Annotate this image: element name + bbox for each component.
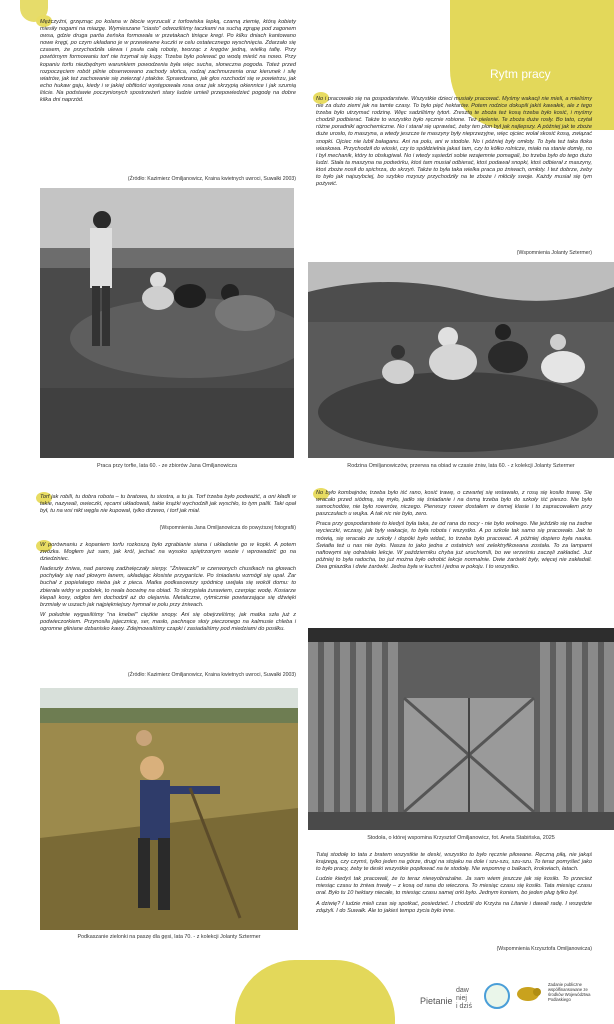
harvest-paragraph: W porównaniu z kopaniem torfu rozkoszą było zgrabianie siana i układanie go w kopki. A potem zwózka. Mogłem już sam, jak król, jechać na wysoko spiętrzonym wozie i wprowadzić go na dziedziniec.: [40, 542, 296, 563]
bottom-left-decor: [0, 990, 60, 1024]
barn-memory-paragraph: Ludzie kiedyś tak pracowali, że to teraz niewyobrażalne. Ja sam wiem jeszcze jak się kosiło. To przecież miesiąc czasu to żniwa trwały – z kosą od rana do wieczora. To miesiąc czasu się kosiło. Tata miesiąc czasu orał. Było tu 10 hektary niecałe, to miesiąc czasu samej orki było. Jednym koniem, bo jeden pług tylko był.: [316, 876, 592, 897]
barn-memory-paragraph: A dziwię? I ludzie mieli czas się spotkać, posiedzieć. I chodzili do Krzyża na Litanie i dawali radę. I wszędzie zdążyli. I do Suwałk. Ale to jakieś tempo życia było inne.: [316, 900, 592, 914]
section-title: Rytm pracy: [490, 67, 551, 81]
photo-peat-caption: Praca przy torfie, lata 60. - ze zbiorów Jana Omiljanowicza: [97, 463, 237, 469]
partner-logo-circle: [484, 983, 510, 1009]
photo-lunch-break: [308, 262, 614, 458]
photo-barn: [308, 628, 614, 830]
farm-work-text: No i pracowało się na gospodarstwie. Wszystkie dzieci musiały pracować. Myśmy wakacji nie mieli, a mieliśmy nie za dużo ziemi jak na tamte czasy. To było pięć hektarów. Potem rodzice dokupili jakiś kawałek, ale z tego trzeba było utrzymać rodzinę. Więc sadziliśmy tytoń. Zresztą te zboża też kosą trzeba było kosić, i myśmy chodzili podbierać. Także to wszystko było ręcznie robione. Też pielenie. Te zboża duże rosły. Bo tato, czytał różne poradniki agrochemiczne. No i starał się uprawiać, żeby ten plon był jak najlepszy. A później jak te zboże duże urosło, to maszyna, a wtedy jeszcze te maszyny były nieprzezyjne, więc ojciec wolał skosić kosą, związać snopki. Ojciec nie lubił bałaganu. Ani na polu, ani w stodole. No i później były omłoty. To była też taka tłoka wiaskowa. Przychodził do wioski, czy to spółdzielnia jakaś tam, czy to kółko rolnicze, miało na stanie domłę, no i był mechanik, który to obsługiwał. No i wtedy sąsiedzi sobie wzajemnie pomagali, bo trzeba było do tego dużo ludzi. Stała ta maszyna na podwórku, ktoś tam musiał odbierać, ktoś podawał snopki, ktoś odbierał z maszyny, ktoś zboże nosił do spichrza, do skrzyń. Także to była taka wielka praca po żniwach, omłoty. I też dobrze, żeby to było jak najszybciej, bo szybko mzyszy przychodziły na te zboże i młóciły swoje. Każdy musiał się tym pożywić.: [316, 96, 592, 188]
photo-lunch-caption: Rodzina Omiljanowiczów, przerwa na obiad w czasie żniw, lata 60. - z kolekcji Jolanty Sztermer: [347, 463, 575, 469]
project-logo-text: daw: [456, 987, 469, 994]
project-logo-text: Pietanie: [420, 996, 453, 1006]
harvest-source: (Źródło: Kazimierz Omiljanowicz, Kraina kwietnych uwroci, Suwałki 2003): [127, 672, 296, 678]
harvest-paragraph: W południe wygasiliśmy "na knebel" ciężkie snopy. Ani się obejrzeliśmy, jak matka szła już z podwieczorkiem. Przynosiła jajecznicę, ser, masło, pachnące słoiy pieczonego na kalmusie chleba i ogromne gliniane dzbanisko kawy. Zdejmowaliśmy czapki i zasiadaliśmy pod miedziami do posiłku.: [40, 611, 296, 633]
project-logo-text: i dziś: [456, 1003, 472, 1010]
photo-mowing: [40, 688, 298, 930]
peat-source: (Źródło: Kazimierz Omiljanowicz, Kraina kwietnych uwroci, Suwałki 2003): [127, 176, 296, 182]
peat-memory-text: Torf jak robili, tu dobra robota – tu bratowa, tu siostra, a tu ja. Torf trzeba było podważić, a oni kładli w takie, nazywali, owieczki, ręcami układowali, takie krążki wychodziłi jak wyschło, to tym palili. Taki opał był, tu na wsi nikt węgla nie kupował, tylko drzewo, i torf jak miał.: [40, 494, 296, 515]
barn-memory-paragraph: Tutaj stodołę to tata z bratem wszystkie te deski, wszystko to było ręcznie piłowane. Ręczną piłą, nie jakąś krajzegą, czy czymś, tylko jeden na górze, drugi na stojaku na dole i szu-szu, szu-szu. To teraz pomyśleć jako to było pracy, żeby te deski wszystkie popiłować na te stodołę. Nie wspomnę o balkach, krokwiach, łatach.: [316, 852, 592, 873]
school-work-text: [316, 490, 592, 574]
harvest-paragraph: Nadeszły żniwa, nad parową zadźwięczały sierpy. "Żniwaczki" w czerwonych chustkach na głowach pochyłały się nad płowym łanem, układając kłosiste przygarście. Po śniadaniu wzmógł się upał. Żar buchał z popielatego nieba jak z pieca. Matka podkasowszy spódnicę uwijała się wokół domu: to zbierała widry w podołek, to rwała bocwinę na obiad. To skrzypiała żurawiem, czerpiąc wodę. Kosiarze klepali kosy, odgłos ten dochodził aż do olejarnia. Metaliczne, rytmicznie powtarzające się dźwięki brzmiały w uszach jak najpiękniejszy hymnał w polu przy żniwach.: [40, 566, 296, 608]
photo-peat-work: [40, 188, 294, 458]
photo-mowing-caption: Podkaszanie zielonki na paszę dla gęsi, lata 70. - z kolekcji Jolanty Sztermer: [77, 934, 261, 940]
school-work-paragraph: No było kombajnów, trzeba było iść rano, kosić trawę, o czwartej się wstawało, z rosą się kosiło trawę. Się wracało przed siódmą, się myło, jadło się śniadanie i na ósmą trzeba było do szkoły iść pieszo. Nie było samochodów, nie było rowerów, niczego. Pierwszy rower dostałem w ósmej klasie i to zapracowałem przy paszczułach u wujka. A tak nic nie było, zero.: [316, 490, 592, 518]
bison-logo: [516, 984, 542, 1002]
project-logo: [420, 986, 490, 1014]
barn-memory-source: (Wspomnienia Krzysztofa Omiljanowicza): [496, 946, 592, 952]
farm-work-source: (Wspomnienia Jolanty Sztermer): [516, 250, 592, 256]
peat-text: Mężczyźni, grzęznąc po kolana w błocie wyrzucali z torfowiska lepką, czarną ziemię, którą kobiety miesiły nogami na miazgę. Wymieszane "ciasto" odwoziliśmy taczkami na suchą zgrąpę pod zagonem owsa, gdzie druga partia żeńska formowała w przetakach tiniące kregi. Po kilku dniach kantowano nowe kręgi, po czym układano je w przewiewne kuczki w celu ostatecznego wyschnięcia. Zdarzało się czasem, że przychodziła ulewa i psuła całą robotę, tworząc z kręgów jedną, wielką tafię. Przy powtórnym formowaniu torf nie trzymał się kupy. Trzeba było polewać go wodą mieść na nowo. Przy kopaniu torfu niezbędnym warunkiem powodzenia była więc sucha, słoneczna pogoda. Toteż przed rozpoczęciem robót pilnie obserwowano zachody słońca, rodzaj zachmurzenia oraz kierunek i siłę wiatrów, jak też zachowanie się zwierząt i ptaków. Sprawdzano, jak głos rozchodzi się w powietrzu, jak echo hukaw gaju, kiedy i w jakiej obfitości występowała rosa oraz jak skrzypią okiennice i jak szumią liście. Na podstawie poczynionych spostrzeżeń stary ludzie umieli przepowiedzieć pogodę na dobre kilka dni naprzód.: [40, 19, 296, 104]
photo-barn-caption: Stodoła, o której wspomina Krzysztof Omiljanowicz, fot. Aneta Stabińska, 2025: [367, 835, 555, 841]
peat-memory-source: (Wspomnienia Jana Omiljanowicza do powyższej fotografii): [159, 525, 296, 531]
bottom-decor: [235, 960, 395, 1024]
barn-memory-text: [316, 852, 592, 918]
partner-text: Zadanie publiczne współfinansowane ze środków Województwa Podlaskiego: [548, 982, 591, 1002]
harvest-text: [40, 542, 296, 636]
school-work-paragraph: Praca przy gospodarstwie to kiedyś była taka, że od rana do nocy - nie było wolnego. Nie jeździło się na żadne wycieczki, wczasy, jak były wakacje, to była robota i wszystko. A po szkole tak samo się pracowało. Jak to mówią, się wracało ze szkoły i dopóki było widać, to trzeba było pracować. A później dopiero była nauka. Światła też u nas nie było. Nasza to jako jedna z ostatnich wsi zelektryfikowana została. To za lampami naftowymi się odrabiało lekcje. W październiku chyba już uruchomili, bo we wrześniu zaczęli zakładać. Już później to była radocha, bo już można było odrobić lekcje normalnie. Dwie żarówki były, więcej nie zakładali. Dwa gniazdka i dwie żarówki. Jedna była w kuchni i jedna w pokoju. I to wszystko.: [316, 521, 592, 570]
project-logo-text: niej: [456, 995, 467, 1002]
